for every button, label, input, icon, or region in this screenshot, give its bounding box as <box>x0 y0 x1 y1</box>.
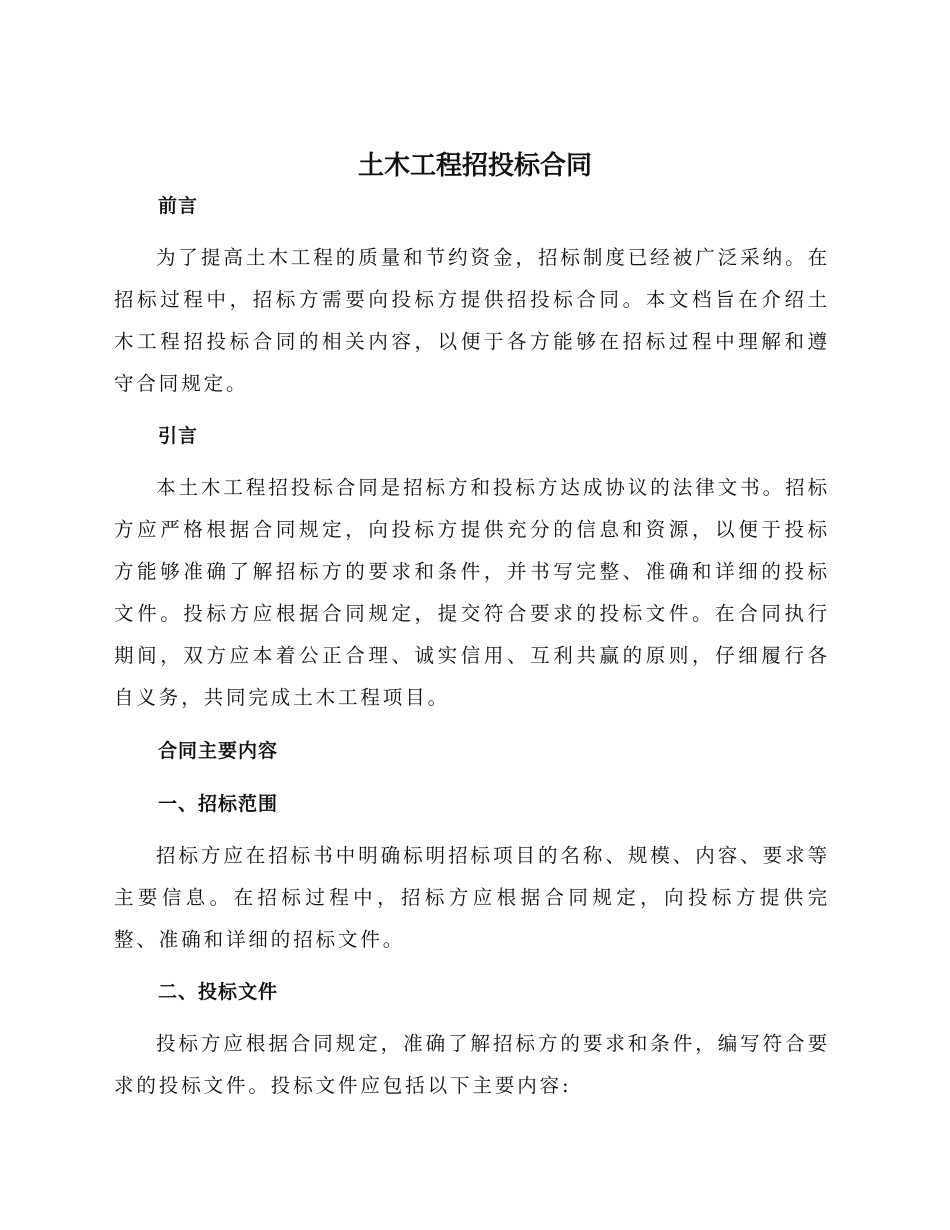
section-paragraph-bidding-scope: 招标方应在招标书中明确标明招标项目的名称、规模、内容、要求等主要信息。在招标过程中，招标方应根据合同规定，向投标方提供完整、准确和详细的招标文件。 <box>114 844 830 951</box>
document-title: 土木工程招投标合同 <box>357 151 592 181</box>
section-heading-bidding-scope: 一、招标范围 <box>158 793 279 815</box>
section-heading-preface: 前言 <box>158 195 199 217</box>
section-heading-main-content: 合同主要内容 <box>158 740 279 762</box>
section-paragraph-bid-documents: 投标方应根据合同规定，准确了解招标方的要求和条件，编写符合要求的投标文件。投标文件应包括以下主要内容: <box>114 1032 830 1097</box>
section-heading-bid-documents: 二、投标文件 <box>158 981 279 1003</box>
section-paragraph-introduction: 本土木工程招投标合同是招标方和投标方达成协议的法律文书。招标方应严格根据合同规定，向投标方提供充分的信息和资源，以便于投标方能够准确了解招标方的要求和条件，并书写完整、准确和详细的投标文件。投标方应根据合同规定，提交符合要求的投标文件。在合同执行期间，双方应本着公正合理、诚实信用、互利共赢的原则，仔细履行各自义务，共同完成土木工程项目。 <box>114 476 830 709</box>
section-heading-introduction: 引言 <box>158 425 199 447</box>
section-paragraph-preface: 为了提高土木工程的质量和节约资金，招标制度已经被广泛采纳。在招标过程中，招标方需要向投标方提供招投标合同。本文档旨在介绍土木工程招投标合同的相关内容，以便于各方能够在招标过程中理解和遵守合同规定。 <box>114 246 830 395</box>
